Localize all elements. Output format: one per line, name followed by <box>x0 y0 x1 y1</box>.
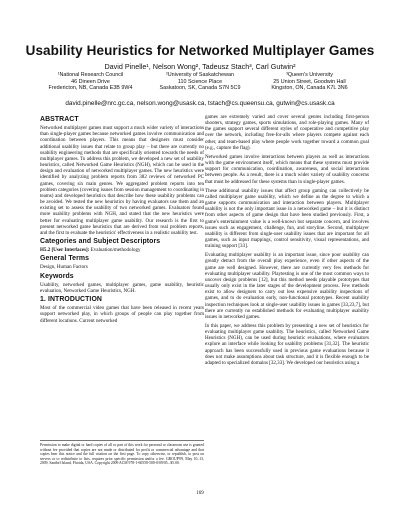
body-paragraph: These additional usability issues that affect group gaming can collectively be called multiplayer game usability, which we define as the degree to which a game supports communication and interaction between players. Multiplayer usability is not the only important issue in a networked game – but it is distinct from other aspects of game design that have been studied previously. First, a game's entertainment value is a well-known but separate concern, and involves issues such as engagement, challenge, fun, and storyline. Second, multiplayer usability is different from single-user usability issues that are important for all games, such as input mappings, control sensitivity, visual representations, and training support [33]. <box>205 187 369 250</box>
keywords-text: Usability, networked games, multiplayer games, game usability, heuristic evaluation, Networked Game Heuristics, NGH. <box>40 281 204 294</box>
left-column <box>40 114 204 327</box>
general-terms-text: Design, Human Factors <box>40 264 88 271</box>
page-number: 169 <box>196 491 204 496</box>
body-paragraph: games are extremely varied and cover several genres including first-person shooters, strategy games, sports simulations, and role-playing games. Many of the games support several different styles of cooperative and competitive play over the network, including free-for-alls where players compete against each other, and team-based play where people work together toward a common goal (e.g., capture the flag). <box>205 114 369 151</box>
paper-title: Usability Heuristics for Networked Multiplayer Games <box>25 43 375 58</box>
introduction-text: Most of the commercial video games that have been released in recent years support networked play, in which groups of people can play together from different locations. Current networked <box>40 305 204 324</box>
affiliations <box>38 72 362 92</box>
abstract-heading: ABSTRACT <box>40 116 79 123</box>
affiliation-1: ¹National Research Council 46 Dineen Drive Fredericton, NB, Canada E3B 9W4 <box>48 72 133 92</box>
body-paragraph: Networked games involve interactions between players as well as interactions with the game environment itself, which means that these systems must provide support for communication, coordination, awareness, and social interactions between people. As a result, there is a much wider variety of usability concerns that must be addressed for these systems than in single-player games. <box>205 153 369 185</box>
affiliation-3: ³Queen's University 25 Union Street, Goodwin Hall Kingston, ON, Canada K7L 3N6 <box>271 72 348 92</box>
right-column <box>205 114 369 369</box>
author-emails: david.pinelle@nrc.gc.ca, nelson.wong@usask.ca, tstach@cs.queensu.ca, gutwin@cs.usask.ca <box>65 100 335 107</box>
abstract-text: Networked multiplayer games must support a much wider variety of interactions than single-player games because networked games involve communication and coordination between players. This means that designers must consider additional usability issues that relate to group play – but there are currently no usability engineering methods that are specifically oriented towards the needs of multiplayer games. To address this problem, we developed a new set of usability heuristics, called Networked Game Heuristics (NGH), which can be used in the design and evaluation of networked multiplayer games. The new heuristics were identified by analyzing problem reports from 382 reviews of networked PC games, covering six main genres. We aggregated problem reports into ten problem categories (covering issues from session management to coordinating in teams) and developed heuristics that describe how these usability problems can be avoided. We tested the new heuristics by having evaluators use them and an existing set to assess the usability of two networked games. Evaluators found more usability problems with NGH, and stated that the new heuristics were better for evaluating multiplayer game usability. Our research is the first to present networked game heuristics that are derived from real problem reports, and the first to evaluate the heuristics' effectiveness in a realistic usability test. <box>40 125 204 236</box>
body-paragraph: Evaluating multiplayer usability is an important issue, since poor usability can greatly detract from the overall play experience, even if other aspects of the game are well designed. However, there are currently very few methods for evaluating multiplayer usability. Playtesting is one of the most common ways to uncover design problems [12], but this method needs playable prototypes that usually only exist in the later stages of the development process. Few methods exist to allow designers to carry out less expensive usability inspections of games, and to do evaluation early, non-functional prototypes. Recent usability inspection techniques look at single-user usability issues in games [33,23,7], but there are currently no established methods for evaluating multiplayer usability issues in networked games. <box>205 252 369 320</box>
general-terms-heading: General Terms <box>40 255 90 263</box>
affiliation-2: ²University of Saskatchewan 110 Science Place Saskatoon, SK, Canada S7N 5C9 <box>159 72 241 92</box>
keywords-heading: Keywords <box>40 272 74 280</box>
body-paragraph: In this paper, we address this problem by presenting a new set of heuristics for evaluating multiplayer game usability. The heuristics, called Networked Game Heuristics (NGH), can be used during heuristic evaluations, where evaluators explore an interface while looking for usability problems [31,32]. The heuristic approach has been successfully used in previous game evaluations because it does not make assumptions about task structure, and it is flexible enough to be adapted to specialized domains [32,33]. We developed our heuristics using a <box>205 323 369 366</box>
copyright-footnote: Permission to make digital or hard copies of all or part of this work for personal or classroom use is granted without fee provided that copies are not made or distributed for profit or commercial advantage and that copies bear this notice and the full citation on the first page. To copy otherwise, or republish, to post on servers or to redistribute to lists, requires prior specific permission and/or a fee. GROUP'09, May 10–13, 2009, Sanibel Island, Florida, USA. Copyright 2009 ACM 978-1-60558-500-0/09/05...$5.00. <box>40 440 204 466</box>
introduction-heading: 1. INTRODUCTION <box>40 296 102 304</box>
categories-heading: Categories and Subject Descriptors <box>40 237 161 245</box>
categories-text: H5.2 [User Interfaces]: Evaluation/methodology <box>40 247 141 254</box>
author-list: David Pinelle¹, Nelson Wong², Tadeusz Stach³, Carl Gutwin² <box>104 62 296 71</box>
